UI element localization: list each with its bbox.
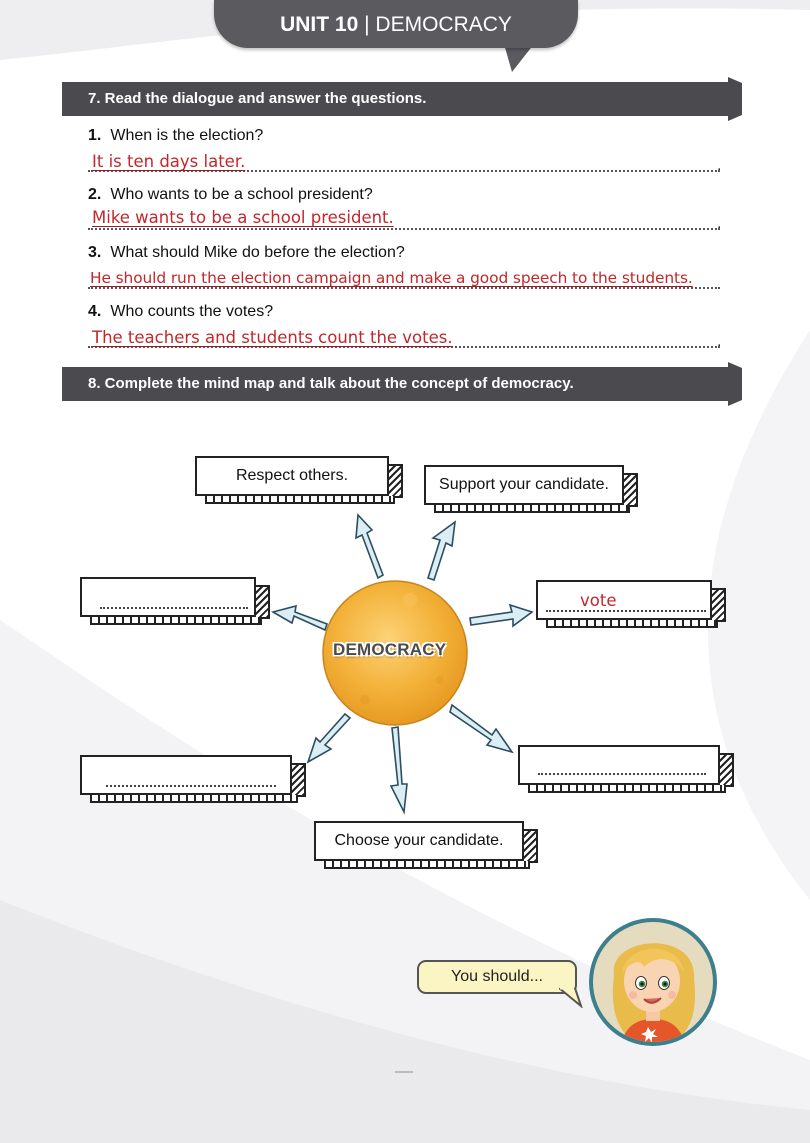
- section-7-header-tip: [728, 77, 744, 121]
- unit-number: UNIT 10: [280, 13, 359, 36]
- arrow-to-left: [273, 606, 327, 630]
- blank-line: [538, 759, 706, 775]
- line-end-4: .: [717, 333, 722, 350]
- unit-title: DEMOCRACY: [375, 13, 512, 36]
- democracy-label: DEMOCRACY: [333, 640, 447, 659]
- answer-3[interactable]: He should run the election campaign and make a good speech to the students.: [90, 269, 693, 287]
- student-avatar: [586, 915, 720, 1049]
- mind-map-box-top-left: [195, 456, 389, 496]
- section-8-header: [62, 367, 730, 401]
- box-text: Respect others.: [235, 467, 349, 484]
- answer-4[interactable]: The teachers and students count the votes.: [92, 328, 453, 347]
- speech-bubble: [417, 960, 577, 994]
- arrow-to-bottom-left: [308, 714, 350, 762]
- question-1: [88, 127, 263, 145]
- mind-map-box-bottom-right[interactable]: [518, 745, 720, 785]
- arrow-to-right: [470, 605, 532, 626]
- unit-header: [214, 0, 578, 48]
- blank-line: [100, 593, 248, 609]
- unit-tab-tail: [504, 44, 544, 74]
- arrow-to-top-left: [356, 515, 383, 578]
- question-text: Who wants to be a school president?: [110, 186, 373, 203]
- box-text: Choose your candidate.: [334, 832, 504, 849]
- mind-map-box-bottom-left[interactable]: [80, 755, 292, 795]
- page-mark: [395, 1071, 413, 1073]
- mind-map-box-right[interactable]: [536, 580, 712, 620]
- question-text: Who counts the votes?: [110, 303, 274, 320]
- box-answer: vote: [580, 591, 617, 610]
- question-2: [88, 186, 373, 204]
- mind-map-box-bottom: [314, 821, 524, 861]
- answer-2[interactable]: Mike wants to be a school president.: [92, 208, 394, 227]
- question-number: 2.: [88, 186, 102, 203]
- question-number: 4.: [88, 303, 102, 320]
- question-4: [88, 303, 273, 321]
- blank-line: [106, 771, 276, 787]
- box-text: Support your candidate.: [439, 476, 609, 493]
- section-7-header: [62, 82, 730, 116]
- question-3: [88, 244, 405, 262]
- arrow-to-top-right: [428, 522, 455, 580]
- answer-1[interactable]: It is ten days later.: [92, 152, 246, 171]
- question-number: 3.: [88, 244, 102, 261]
- speech-bubble-tail: [559, 988, 583, 1008]
- question-text: When is the election?: [110, 127, 264, 144]
- section-7-title: 7. Read the dialogue and answer the questions.: [88, 90, 427, 107]
- mind-map-box-left[interactable]: [80, 577, 256, 617]
- arrow-to-bottom: [391, 727, 407, 812]
- question-text: What should Mike do before the election?: [110, 244, 405, 261]
- arrow-to-bottom-right: [450, 705, 512, 752]
- line-end-2: .: [717, 215, 722, 232]
- unit-separator: |: [364, 13, 370, 36]
- line-end-1: .: [717, 157, 722, 174]
- blank-line: [546, 596, 706, 612]
- question-number: 1.: [88, 127, 102, 144]
- section-8-title: 8. Complete the mind map and talk about the concept of democracy.: [88, 375, 574, 392]
- mind-map-box-top-right: [424, 465, 624, 505]
- speech-bubble-text: You should...: [451, 968, 543, 985]
